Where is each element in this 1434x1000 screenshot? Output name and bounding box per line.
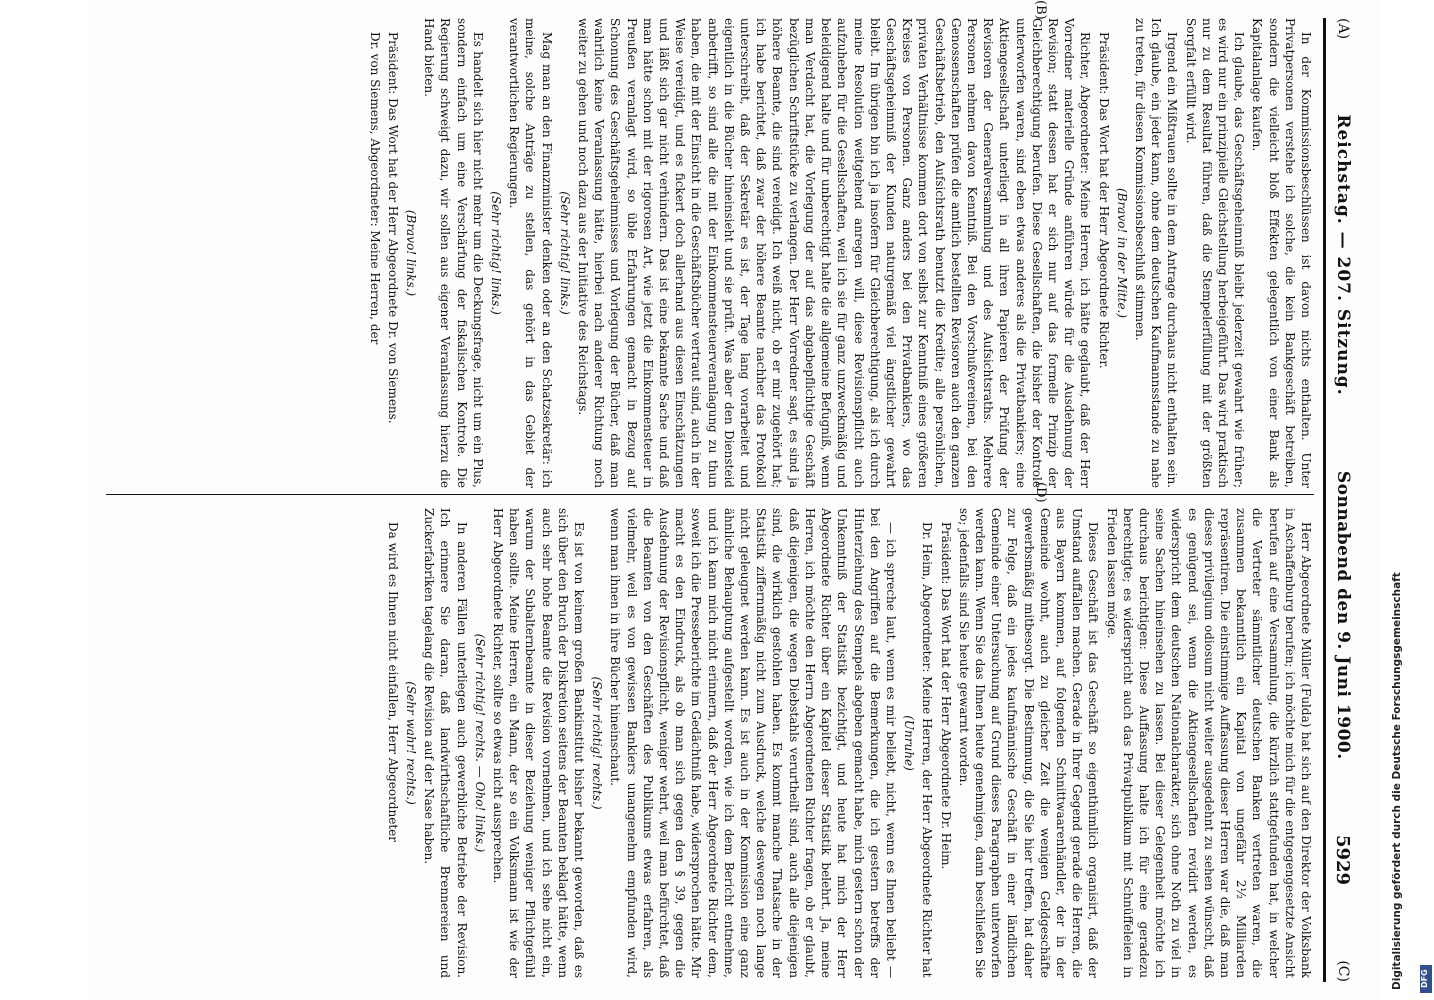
- right-column: [106, 508, 1314, 978]
- left-column: [106, 18, 1314, 488]
- speaker-line: Präsident: Das Wort hat der Herr Abgeordnete Dr. von Siemens.: [385, 32, 400, 424]
- page-title: Reichstag. — 207. Sitzung.: [1333, 114, 1353, 396]
- column-divider: [106, 494, 1314, 495]
- paragraph: In der Kommissionsbeschlüssen ist davon nichts enthalten. Unter Privatpersonen verstehe ich solche, die kein Bankgeschäft betreiben, sondern die vielleicht bloß Effekten gelegentlich von einer Bank als Kapitalanlage kaufen.: [1250, 18, 1313, 488]
- paragraph: Irgend ein Mißtrauen sollte in dem Antrage durchaus nicht enthalten sein. Ich glaube, ein jeder kann, ohne dem deutschen Kaufmannsstande zu nahe zu treten, für diesen Kommissionsbeschluß stimmen.: [1132, 18, 1180, 488]
- paragraph: Mag man an den Finanzminister denken oder an den Schatzsekretär: ich meine, solche Anträge zu stellen, das gehört in das Gebiet der verantwortlichen Regierungen.: [507, 18, 554, 488]
- paragraph: In anderen Fällen unterliegen auch gewerbliche Betriebe der Revision. Ich erinnere Sie daran, daß landwirthschaftliche Brennereien und Zuckerfabriken tagelang die Revision auf der Nase haben.: [422, 508, 469, 978]
- paragraph: Es ist von keinem großen Bankinstitut bisher bekannt geworden, daß es sich über den Bruch der Diskretion seitens der Beamten beklagt hätte, wenn auch sehr hohe Beamte die Revision vornehmen, und ich sehe nicht ein, warum der Subalternbeamte in dieser Beziehung weniger Pflichtgefühl haben sollte. Meine Herren, ein Mann, der so ein Volksmann ist wie der Herr Abgeordnete Richter, sollte so etwas nicht aussprechen.: [491, 508, 587, 978]
- page-header: [1323, 18, 1360, 982]
- paragraph: Richter, Abgeordneter: Meine Herren, ich hätte geglaubt, daß der Herr Vorredner materielle Gründe anführen würde für die Ausdehnung der Revision; statt dessen hat er sich nur auf das formelle Prinzip der Gleichberechtigung berufen. Diese Gesellschaften, die bisher der Kontrole unterworfen waren, sind eben etwas anderes als die Privatbankiers; eine Aktiengesellschaft unterliegt in all ihren Papieren der Prüfung der Revisoren der Generalversammlung und des Aufsichtsraths. Mehrere Personen nehmen davon Kenntniß. Bei den Vorschußvereinen, bei den Genossenschaften prüfen die amtlich bestellten Revisoren auch den ganzen Geschäftsbetrieb, den Aufsichtsrath benutzt die Kredite; alle persönlichen, privaten Verhältnisse kommen dort von selbst zur Kenntniß eines größeren Kreises von Personen. Ganz anders bei den Privatbankiers, wo das Geschäftsgeheimniß der Kunden naturgemäß viel ängstlicher gewahrt bleibt. Im übrigen bin ich ja insofern für Gleichberechtigung, als ich durch meine Resolution weitgehend anregen will, diese Revisionspflicht auch aufzuheben für die Gesellschaften, weil ich sie für ganz unzweckmäßig und beleidigend halte und für unberechtigt halte die allgemeine Befugniß, wenn man Verdacht hat, die Vorlegung der auf das abgabepflichtige Geschäft bezüglichen Schriftstücke zu verlangen. Der Herr Vorredner sagt, es sind ja höhere Beamte, die sind vereidigt. Ich weiß nicht, ob er mir zugehört hat; ich habe berichtet, daß zwar der höhere Beamte nachher das Protokoll unterschreibt, daß der Sekretär es ist, der Tage lang vorarbeitet und eigentlich in die Bücher hineinsieht und sie prüft. Was aber den Diensteid anbetrifft, so sind alle die mit der Einkommensteuerveranlagung zu thun haben, die mit der Einsicht in die Geschäftsbücher vertraut sind, auch in der Weise vereidigt, und es fickert doch allerhand aus diesen Einschätzungen und läßt sich gar nicht verhindern. Das ist eine bekannte Sache und daß man hätte schon mit der rigorosen Art, wie jetzt die Einkommensteuer in Preußen veranlagt wird, so üble Erfahrungen gemacht in Bezug auf Schonung des Geschäftsgeheimnisses und Vorlegung der Bücher, daß man wahrlich keine Veranlassung hätte, hierbei nach anderer Richtung noch weiter zu gehen und noch dazu aus der Initiative des Reichstags.: [576, 18, 1093, 488]
- interjection: (Bravo! in der Mitte.): [1114, 187, 1129, 319]
- interjection: (Sehr richtig! rechts.): [590, 676, 605, 810]
- margin-marker-c: (C): [1335, 960, 1351, 982]
- paragraph: Da wird es Ihnen nicht einfallen, Herr Abgeordneter: [385, 522, 400, 843]
- paragraph: — ich spreche laut, wenn es mir beliebt, nicht, wenn es Ihnen beliebt — bei den Angriffen auf die Bemerkungen, die ich gestern betreffs der Hinterziehung des Stempels abgeben gemacht habe, mich gestern schon der Unkenntniß der Statistik bezichtigt, und heute hat mich der Herr Abgeordnete Richter über ein Kapitel dieser Statistik belehrt. Ja, meine Herren, ich möchte den Herrn Abgeordneten Richter fragen, ob er glaubt, daß diejenigen, die wegen Diebstahls verurtheilt sind, auch alle diejenigen sind, die wirklich gestohlen haben. Es kommt manche Thatsache in der Statistik ziffernmäßig nicht zum Ausdruck, welche deswegen noch lange nicht geleugnet werden kann. Es ist auch in der Kommission eine ganz ähnliche Behauptung aufgestellt worden, wie ich dem Bericht entnehme, und ich kann mich nicht erinnern, daß der Herr Abgeordnete Richter dem, soweit ich die Presseberichte im Gedächtniß habe, widersprochen hätte. Mir macht es den Eindruck, als ob man sich gegen den § 39, gegen die Ausdehnung der Revisionspflicht, weniger wehrt, weil man befürchtet, daß die Beamten von den Geschäften des Publikums etwas erfahren, als vielmehr, weil es von gewissen Bankiers unangenehm empfunden wird, wenn man ihnen in ihre Bücher hineinschaut.: [608, 508, 898, 978]
- speaker-line: Dr. Heim, Abgeordneter: Meine Herren, der Herr Abgeordnete Richter hat: [920, 522, 935, 978]
- page-number: 5929: [1332, 834, 1354, 886]
- interjection: (Unruhe): [902, 715, 917, 771]
- margin-marker-b: (B): [1033, 0, 1048, 20]
- paragraph: Dieses Geschäft ist das Geschäft so eigenthümlich organisirt, daß der Umstand auffallen machen. Gerade in Ihrer Gegend gerade die Herren, die aus Bayern kommen, auf folgenden Schnittwaarenhändler, der in der Gemeinde wohnt, auch zu gleicher Zeit die wenigen Geldgeschäfte gewerbsmäßig mitbesorgt. Die Bestimmung, die Sie hier treffen, hat daher zur Folge, daß ein jedes kaufmännische Geschäft in einer ländlichen Gemeinde einer Untersuchung auf Grund dieses Paragraphen unterworfen werden kann. Wenn Sie das Ihnen heute genehmigen, dann beschließen Sie so; jedenfalls sind Sie heute gewarnt worden.: [956, 508, 1101, 978]
- interjection: (Sehr richtig! links.): [489, 191, 504, 315]
- speaker-line: Dr. von Siemens, Abgeordneter: Meine Herren, der: [367, 32, 382, 345]
- speaker-line: Präsident: Das Wort hat der Herr Abgeordnete Richter.: [1096, 32, 1111, 369]
- dfg-logo: DFG: [1420, 965, 1432, 993]
- speaker-line: Präsident: Das Wort hat der Herr Abgeordnete Dr. Heim.: [938, 522, 953, 870]
- paragraph: Ich glaube, das Geschäftsgeheimniß bleibt jederzeit gewahrt wie früher; es wird nur ein prinzipielle Gleichstellung herbeigeführt. Das wird praktisch nur zu dem Resultat führen, daß die Stempelerfüllung mit der größten Sorgfalt erfüllt wird.: [1183, 18, 1247, 488]
- session-date: Sonnabend den 9. Juni 1900.: [1333, 470, 1353, 760]
- interjection: (Sehr wahr! rechts.): [404, 681, 419, 805]
- digitization-credit: Digitalisierung gefördert durch die Deutsche Forschungsgemeinschaft: [1391, 572, 1403, 990]
- margin-marker-a: (A): [1335, 18, 1351, 40]
- scanned-page: [88, 0, 1378, 1000]
- interjection: (Sehr richtig! links.): [557, 191, 572, 315]
- paragraph: Herr Abgeordnete Müller (Fulda) hat sich auf den Direktor der Volksbank in Aschaffenburg berufen; ich möchte mich für die entgegengesetzte Ansicht berufen auf eine Versammlung, die kürzlich stattgefunden hat, in welcher die Vertreter sämmtlicher deutschen Banken vertreten waren, die zusammen bekanntlich ein Kapital von ungefähr 2½ Milliarden repräsentiren. Die einstimmige Auffassung dieser Herren war die, daß man dieses privilegium odiosum nicht weiter ausgedehnt zu sehen wünscht, daß es genügend sei, wenn die Aktiengesellschaften revidirt werden, es widerspricht dem deutschen Nationalcharakter, sich ohne Noth zu viel in seine Sachen hineinsehen zu lassen. Bei dieser Gelegenheit möchte ich durchaus berichtigen: Diese Auffassung halte ich für eine geradezu berechtigte; es widerspricht auch das Privatpublikum mit Schnüffeleien in Frieden lassen möge.: [1104, 508, 1313, 978]
- paragraph: Es handelt sich hier nicht mehr um die Deckungsfrage, nicht um ein Plus, sondern einfach um eine Verschärfung der fiskalischen Kontrole. Die Regierung schweigt dazu, wir sollen aus eigener Veranlassung hierzu die Hand bieten.: [422, 18, 485, 488]
- interjection: (Bravo! links.): [404, 209, 419, 297]
- interjection: (Sehr richtig! rechts. — Oho! links.): [472, 633, 487, 853]
- margin-marker-d: (D): [1033, 482, 1048, 503]
